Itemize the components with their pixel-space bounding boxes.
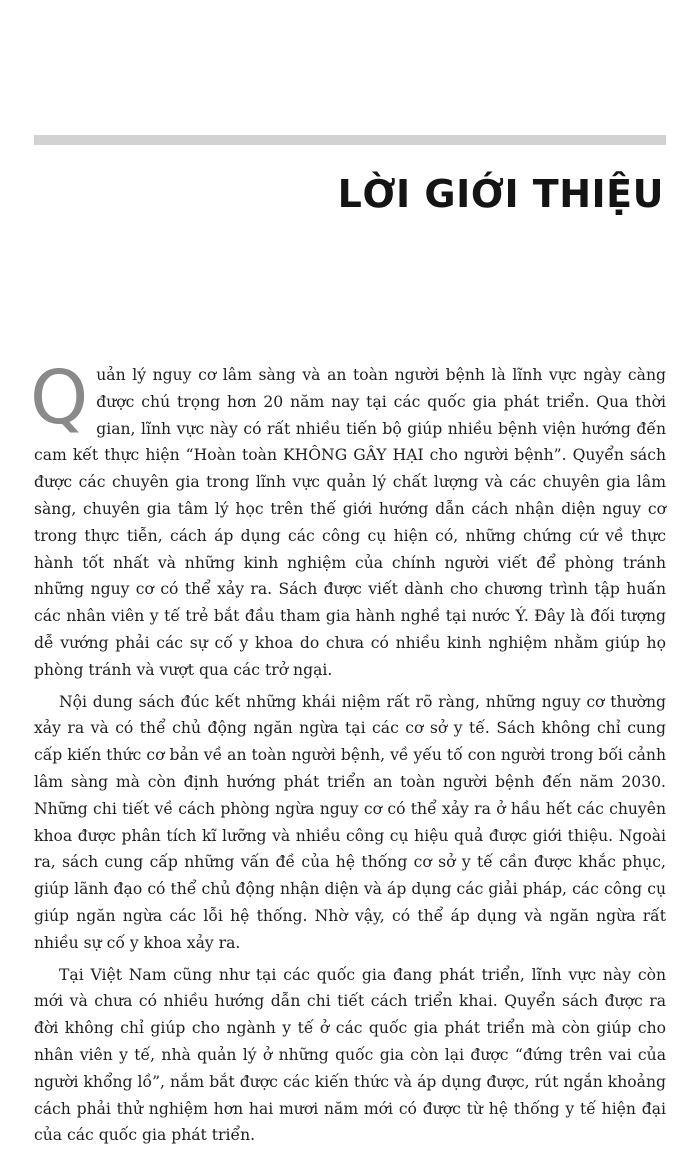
paragraph-1 (30, 355, 666, 684)
paragraph-2: Nội dung sách đúc kết những khái niệm rất rõ ràng, những nguy cơ thường xảy ra và có thể chủ động ngăn ngừa tại các cơ sở y tế. Sách không chỉ cung cấp kiến thức cơ bản về an toàn người bệnh, về yếu tố con người trong bối cảnh lâm sàng mà còn định hướng phát triển an toàn người bệnh đến năm 2030. Những chi tiết về cách phòng ngừa nguy cơ có thể xảy ra ở hầu hết các chuyên khoa được phân tích kĩ lưỡng và nhiều công cụ hiệu quả được giới thiệu. Ngoài ra, sách cung cấp những vấn đề của hệ thống cơ sở y tế cần được khắc phục, giúp lãnh đạo có thể chủ động nhận diện và áp dụng các giải pháp, các công cụ giúp ngăn ngừa các lỗi hệ thống. Nhờ vậy, có thể áp dụng và ngăn ngừa rất nhiều sự cố y khoa xảy ra. (34, 692, 666, 952)
drop-cap: Q (30, 355, 89, 441)
paragraph-3: Tại Việt Nam cũng như tại các quốc gia đang phát triển, lĩnh vực này còn mới và chưa có nhiều hướng dẫn chi tiết cách triển khai. Quyển sách được ra đời không chỉ giúp cho ngành y tế ở các quốc gia phát triển mà còn giúp cho nhân viên y tế, nhà quản lý ở những quốc gia còn lại được “đứng trên vai của người khổng lồ”, nắm bắt được các kiến thức và áp dụng được, rút ngắn khoảng cách phải thử nghiệm hơn hai mươi năm mới có được từ hệ thống y tế hiện đại của các quốc gia phát triển. (34, 965, 666, 1145)
paragraph-1-text: uản lý nguy cơ lâm sàng và an toàn người bệnh là lĩnh vực ngày càng được chú trọng hơn 20 năm nay tại các quốc gia phát triển. Qua thời gian, lĩnh vực này có rất nhiều tiến bộ giúp nhiều bệnh viện hướng đến cam kết thực hiện “Hoàn toàn KHÔNG GÂY HẠI cho người bệnh”. Quyển sách được các chuyên gia trong lĩnh vực quản lý chất lượng và các chuyên gia lâm sàng, chuyên gia tâm lý học trên thế giới hướng dẫn cách nhận diện nguy cơ trong thực tiễn, cách áp dụng các công cụ hiện có, những chứng cứ về thực hành tốt nhất và những kinh nghiệm của chính người viết để phòng tránh những nguy cơ có thể xảy ra. Sách được viết dành cho chương trình tập huấn các nhân viên y tế trẻ bắt đầu tham gia hành nghề tại nước Ý. Đây là đối tượng dễ vướng phải các sự cố y khoa do chưa có nhiều kinh nghiệm nhằm giúp họ phòng tránh và vượt qua các trở ngại. (34, 366, 666, 679)
introduction-text (30, 355, 666, 1154)
page-title: LỜI GIỚI THIỆU (337, 172, 664, 216)
header-divider (34, 135, 666, 145)
